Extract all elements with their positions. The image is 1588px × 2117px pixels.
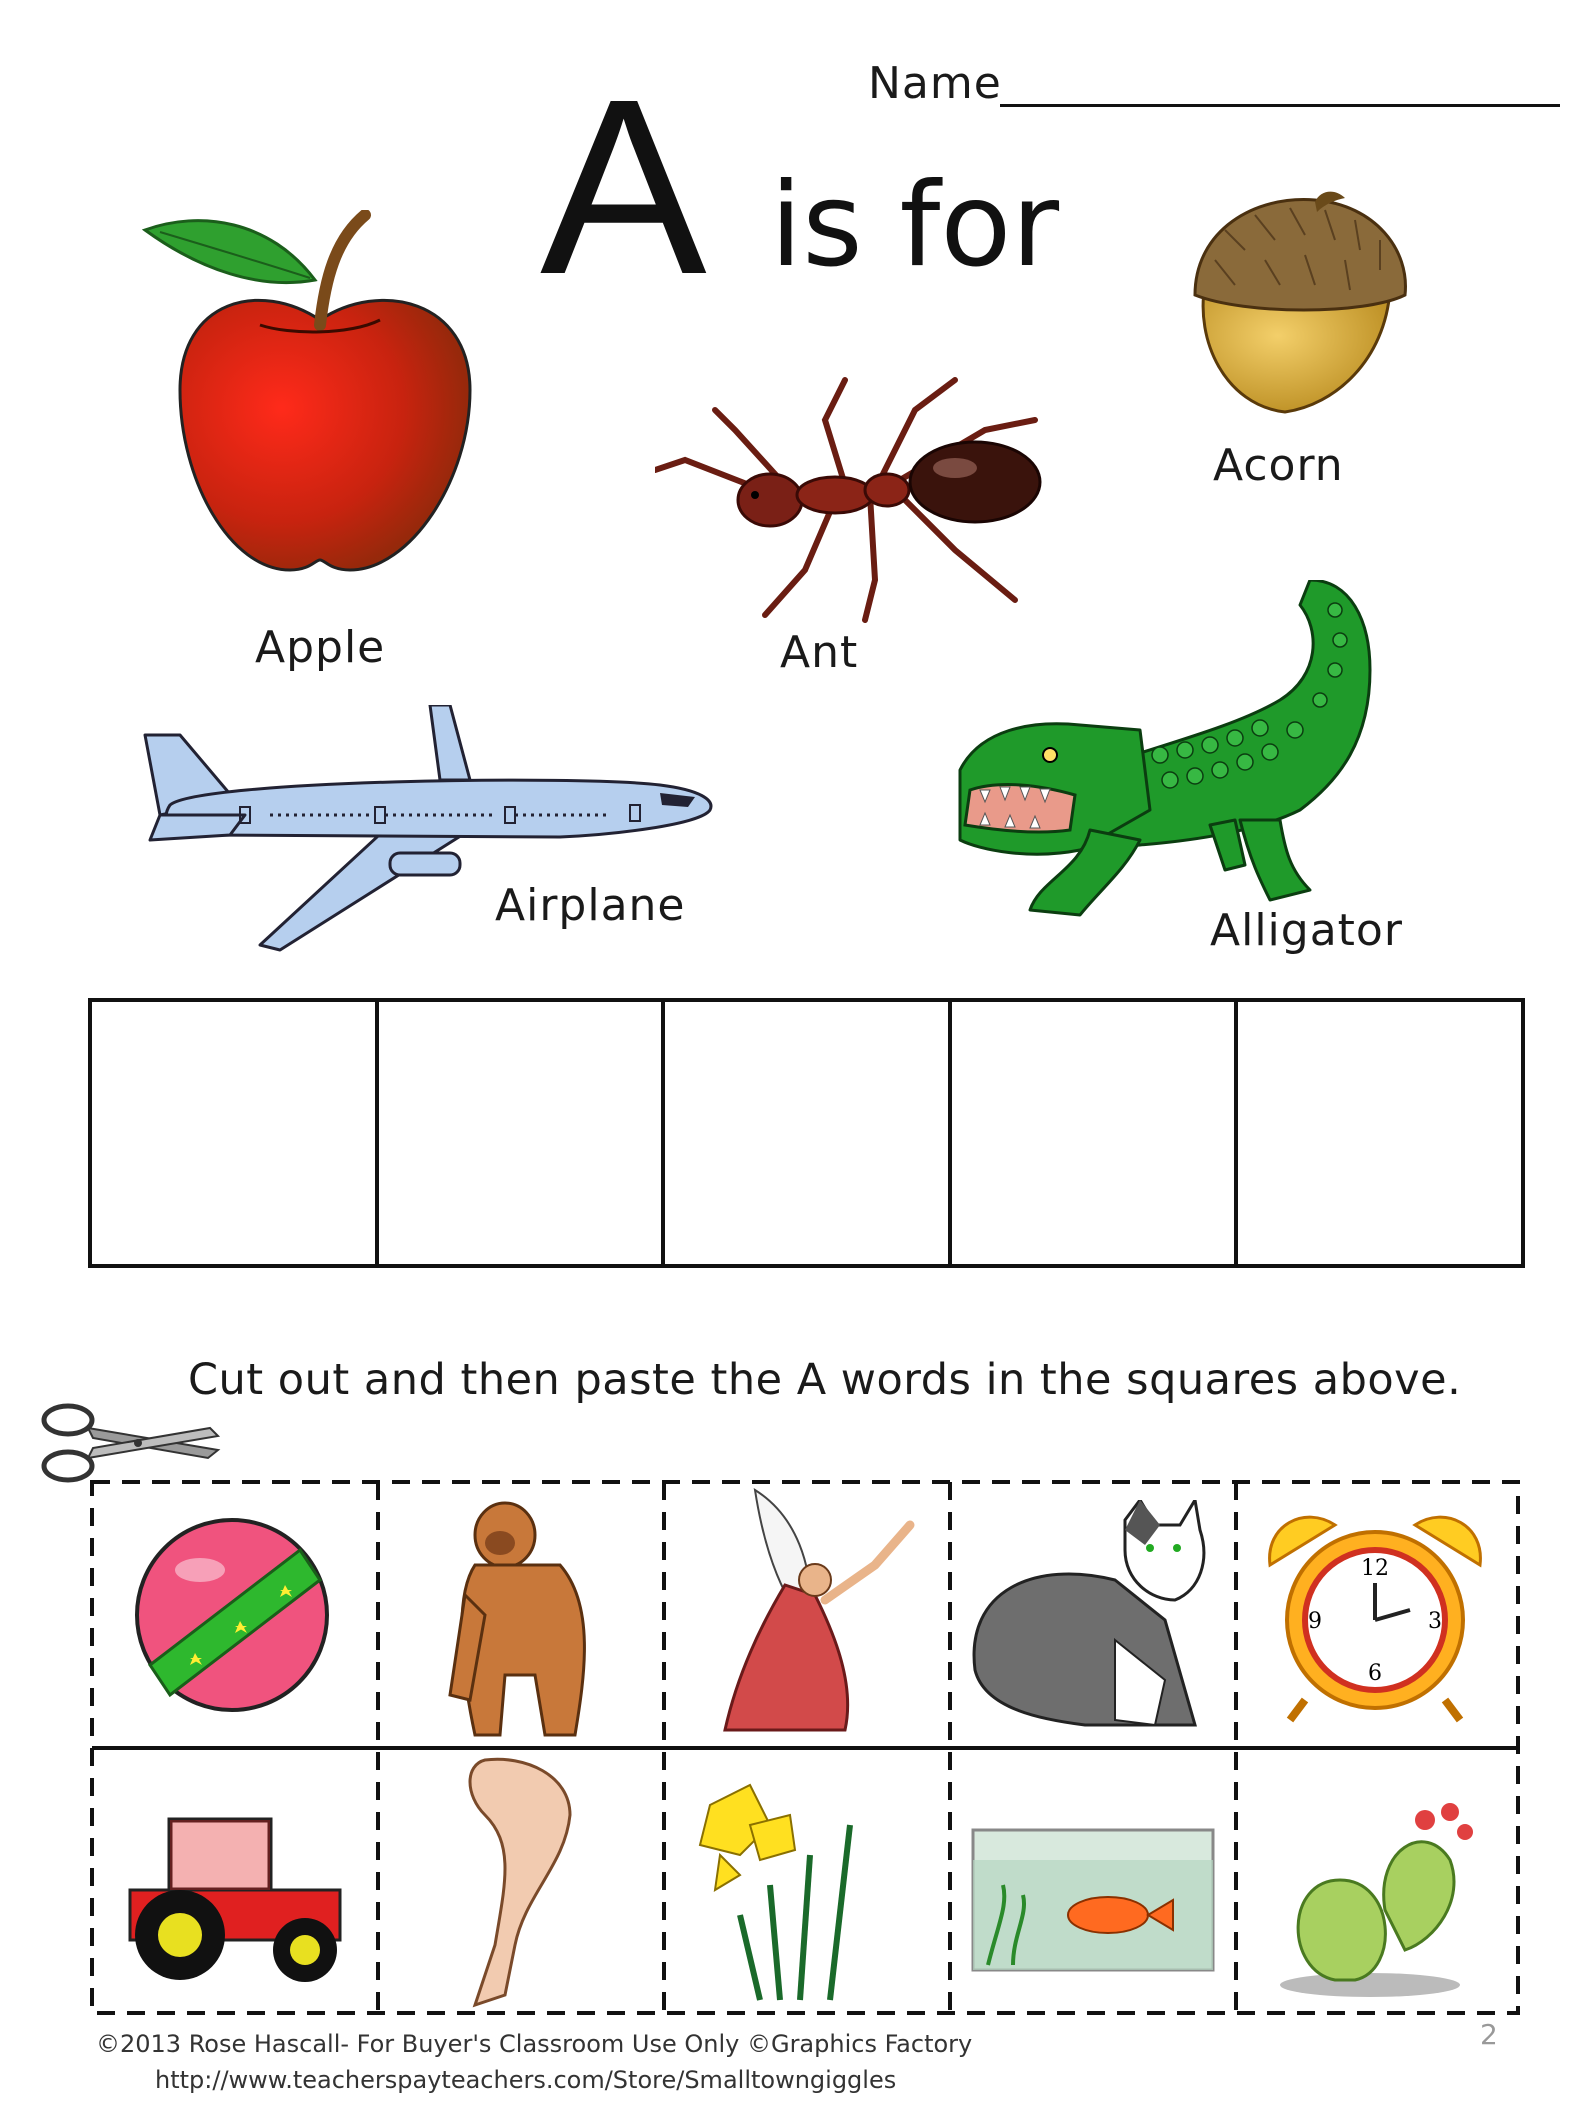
aquarium-icon[interactable] <box>968 1815 1218 1975</box>
acorn-icon <box>1185 190 1415 415</box>
scissors-icon <box>38 1398 223 1488</box>
clock-number-12: 12 <box>1361 1556 1389 1581</box>
tractor-icon[interactable] <box>110 1810 350 1985</box>
clock-number-3: 3 <box>1428 1609 1442 1634</box>
apple-label: Apple <box>255 622 386 673</box>
cactus-icon[interactable] <box>1265 1790 1485 2000</box>
ant-label: Ant <box>780 627 859 678</box>
big-letter: A <box>540 47 707 326</box>
acorn-label: Acorn <box>1213 440 1344 491</box>
airplane-label: Airplane <box>495 880 686 931</box>
name-field[interactable] <box>1000 104 1560 107</box>
alligator-icon <box>940 580 1410 950</box>
paste-squares <box>88 998 1525 1268</box>
paste-square[interactable] <box>952 1002 1239 1264</box>
instruction-text: Cut out and then paste the A words in the squares above. <box>188 1355 1462 1405</box>
alarm-clock-icon[interactable] <box>1255 1505 1495 1725</box>
clock-number-9: 9 <box>1308 1609 1322 1634</box>
daffodil-icon[interactable] <box>680 1765 880 2005</box>
paste-square[interactable] <box>92 1002 379 1264</box>
paste-square[interactable] <box>1238 1002 1521 1264</box>
copyright-text: ©2013 Rose Hascall- For Buyer's Classroom Use Only ©Graphics Factory <box>96 2030 973 2058</box>
paste-square[interactable] <box>665 1002 952 1264</box>
ball-icon[interactable] <box>130 1515 335 1715</box>
clock-number-6: 6 <box>1368 1661 1382 1686</box>
page-title: is for <box>770 158 1060 293</box>
paste-square[interactable] <box>379 1002 666 1264</box>
gorilla-icon[interactable] <box>445 1495 605 1745</box>
angel-icon[interactable] <box>695 1485 925 1740</box>
cut-out-grid <box>90 1480 1520 2015</box>
apple-icon <box>140 210 500 580</box>
name-label: Name <box>868 58 1002 109</box>
arm-icon[interactable] <box>445 1755 585 2015</box>
footer-url[interactable]: http://www.teacherspayteachers.com/Store/Smalltowngiggles <box>155 2066 897 2094</box>
cat-icon[interactable] <box>965 1500 1225 1735</box>
page-number: 2 <box>1480 2018 1498 2051</box>
alligator-label: Alligator <box>1210 905 1403 956</box>
